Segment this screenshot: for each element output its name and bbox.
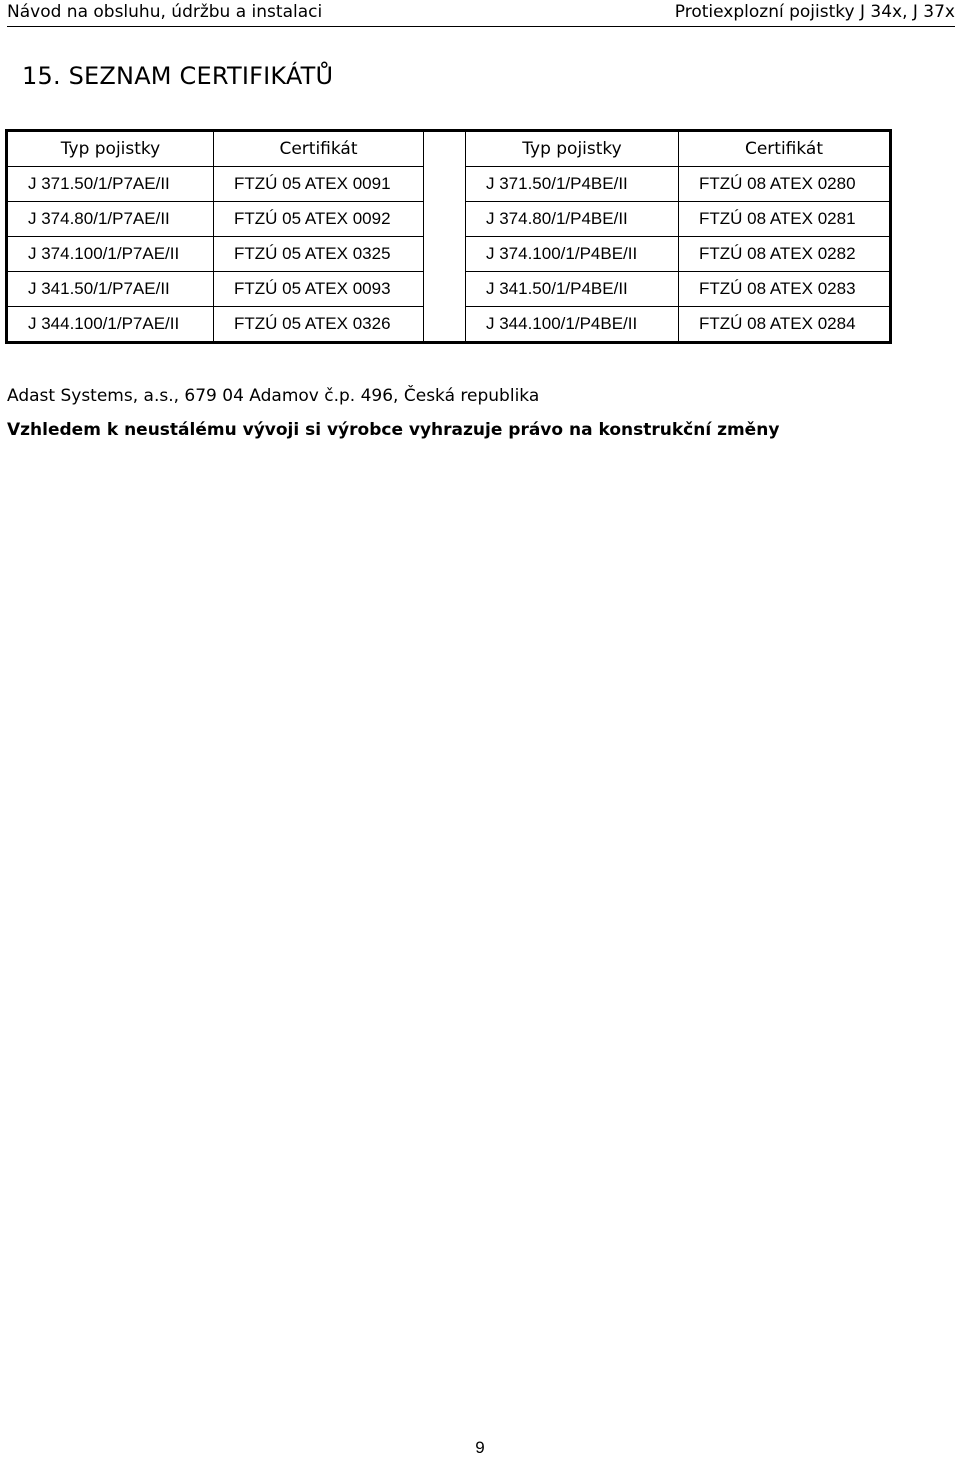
column-gap xyxy=(424,202,466,237)
certificate-cell: FTZÚ 08 ATEX 0280 xyxy=(679,167,891,202)
column-gap xyxy=(424,237,466,272)
table-header-row xyxy=(7,131,891,167)
fuse-type-cell: J 341.50/1/P7AE/II xyxy=(7,272,214,307)
certificate-cell: FTZÚ 08 ATEX 0282 xyxy=(679,237,891,272)
certificate-cell: FTZÚ 08 ATEX 0283 xyxy=(679,272,891,307)
fuse-type-cell: J 344.100/1/P7AE/II xyxy=(7,307,214,343)
section-title: 15. SEZNAM CERTIFIKÁTŮ xyxy=(22,62,334,90)
column-header-certificate-right: Certifikát xyxy=(679,131,891,167)
certificate-cell: FTZÚ 05 ATEX 0092 xyxy=(214,202,424,237)
column-gap xyxy=(424,307,466,343)
fuse-type-cell: J 371.50/1/P7AE/II xyxy=(7,167,214,202)
fuse-type-cell: J 374.80/1/P4BE/II xyxy=(466,202,679,237)
column-gap xyxy=(424,167,466,202)
page-number: 9 xyxy=(475,1438,485,1457)
certificate-cell: FTZÚ 05 ATEX 0091 xyxy=(214,167,424,202)
table-row xyxy=(7,272,891,307)
header-product-title: Protiexplozní pojistky J 34x, J 37x xyxy=(674,2,955,22)
disclaimer-note: Vzhledem k neustálému vývoji si výrobce vyhrazuje právo na konstrukční změny xyxy=(7,420,780,440)
fuse-type-cell: J 344.100/1/P4BE/II xyxy=(466,307,679,343)
table-row xyxy=(7,202,891,237)
fuse-type-cell: J 374.100/1/P4BE/II xyxy=(466,237,679,272)
table-row xyxy=(7,237,891,272)
certificate-cell: FTZÚ 05 ATEX 0093 xyxy=(214,272,424,307)
page-header xyxy=(7,0,955,27)
table-row xyxy=(7,167,891,202)
fuse-type-cell: J 371.50/1/P4BE/II xyxy=(466,167,679,202)
fuse-type-cell: J 374.80/1/P7AE/II xyxy=(7,202,214,237)
fuse-type-cell: J 341.50/1/P4BE/II xyxy=(466,272,679,307)
company-address: Adast Systems, a.s., 679 04 Adamov č.p. 496, Česká republika xyxy=(7,386,540,406)
column-header-type-right: Typ pojistky xyxy=(466,131,679,167)
column-gap xyxy=(424,272,466,307)
column-header-certificate-left: Certifikát xyxy=(214,131,424,167)
certificate-cell: FTZÚ 05 ATEX 0326 xyxy=(214,307,424,343)
fuse-type-cell: J 374.100/1/P7AE/II xyxy=(7,237,214,272)
column-header-type-left: Typ pojistky xyxy=(7,131,214,167)
certificate-cell: FTZÚ 05 ATEX 0325 xyxy=(214,237,424,272)
certificate-table xyxy=(5,129,892,344)
header-document-title: Návod na obsluhu, údržbu a instalaci xyxy=(7,2,323,22)
certificate-cell: FTZÚ 08 ATEX 0284 xyxy=(679,307,891,343)
certificate-cell: FTZÚ 08 ATEX 0281 xyxy=(679,202,891,237)
table-row xyxy=(7,307,891,343)
column-gap xyxy=(424,131,466,167)
